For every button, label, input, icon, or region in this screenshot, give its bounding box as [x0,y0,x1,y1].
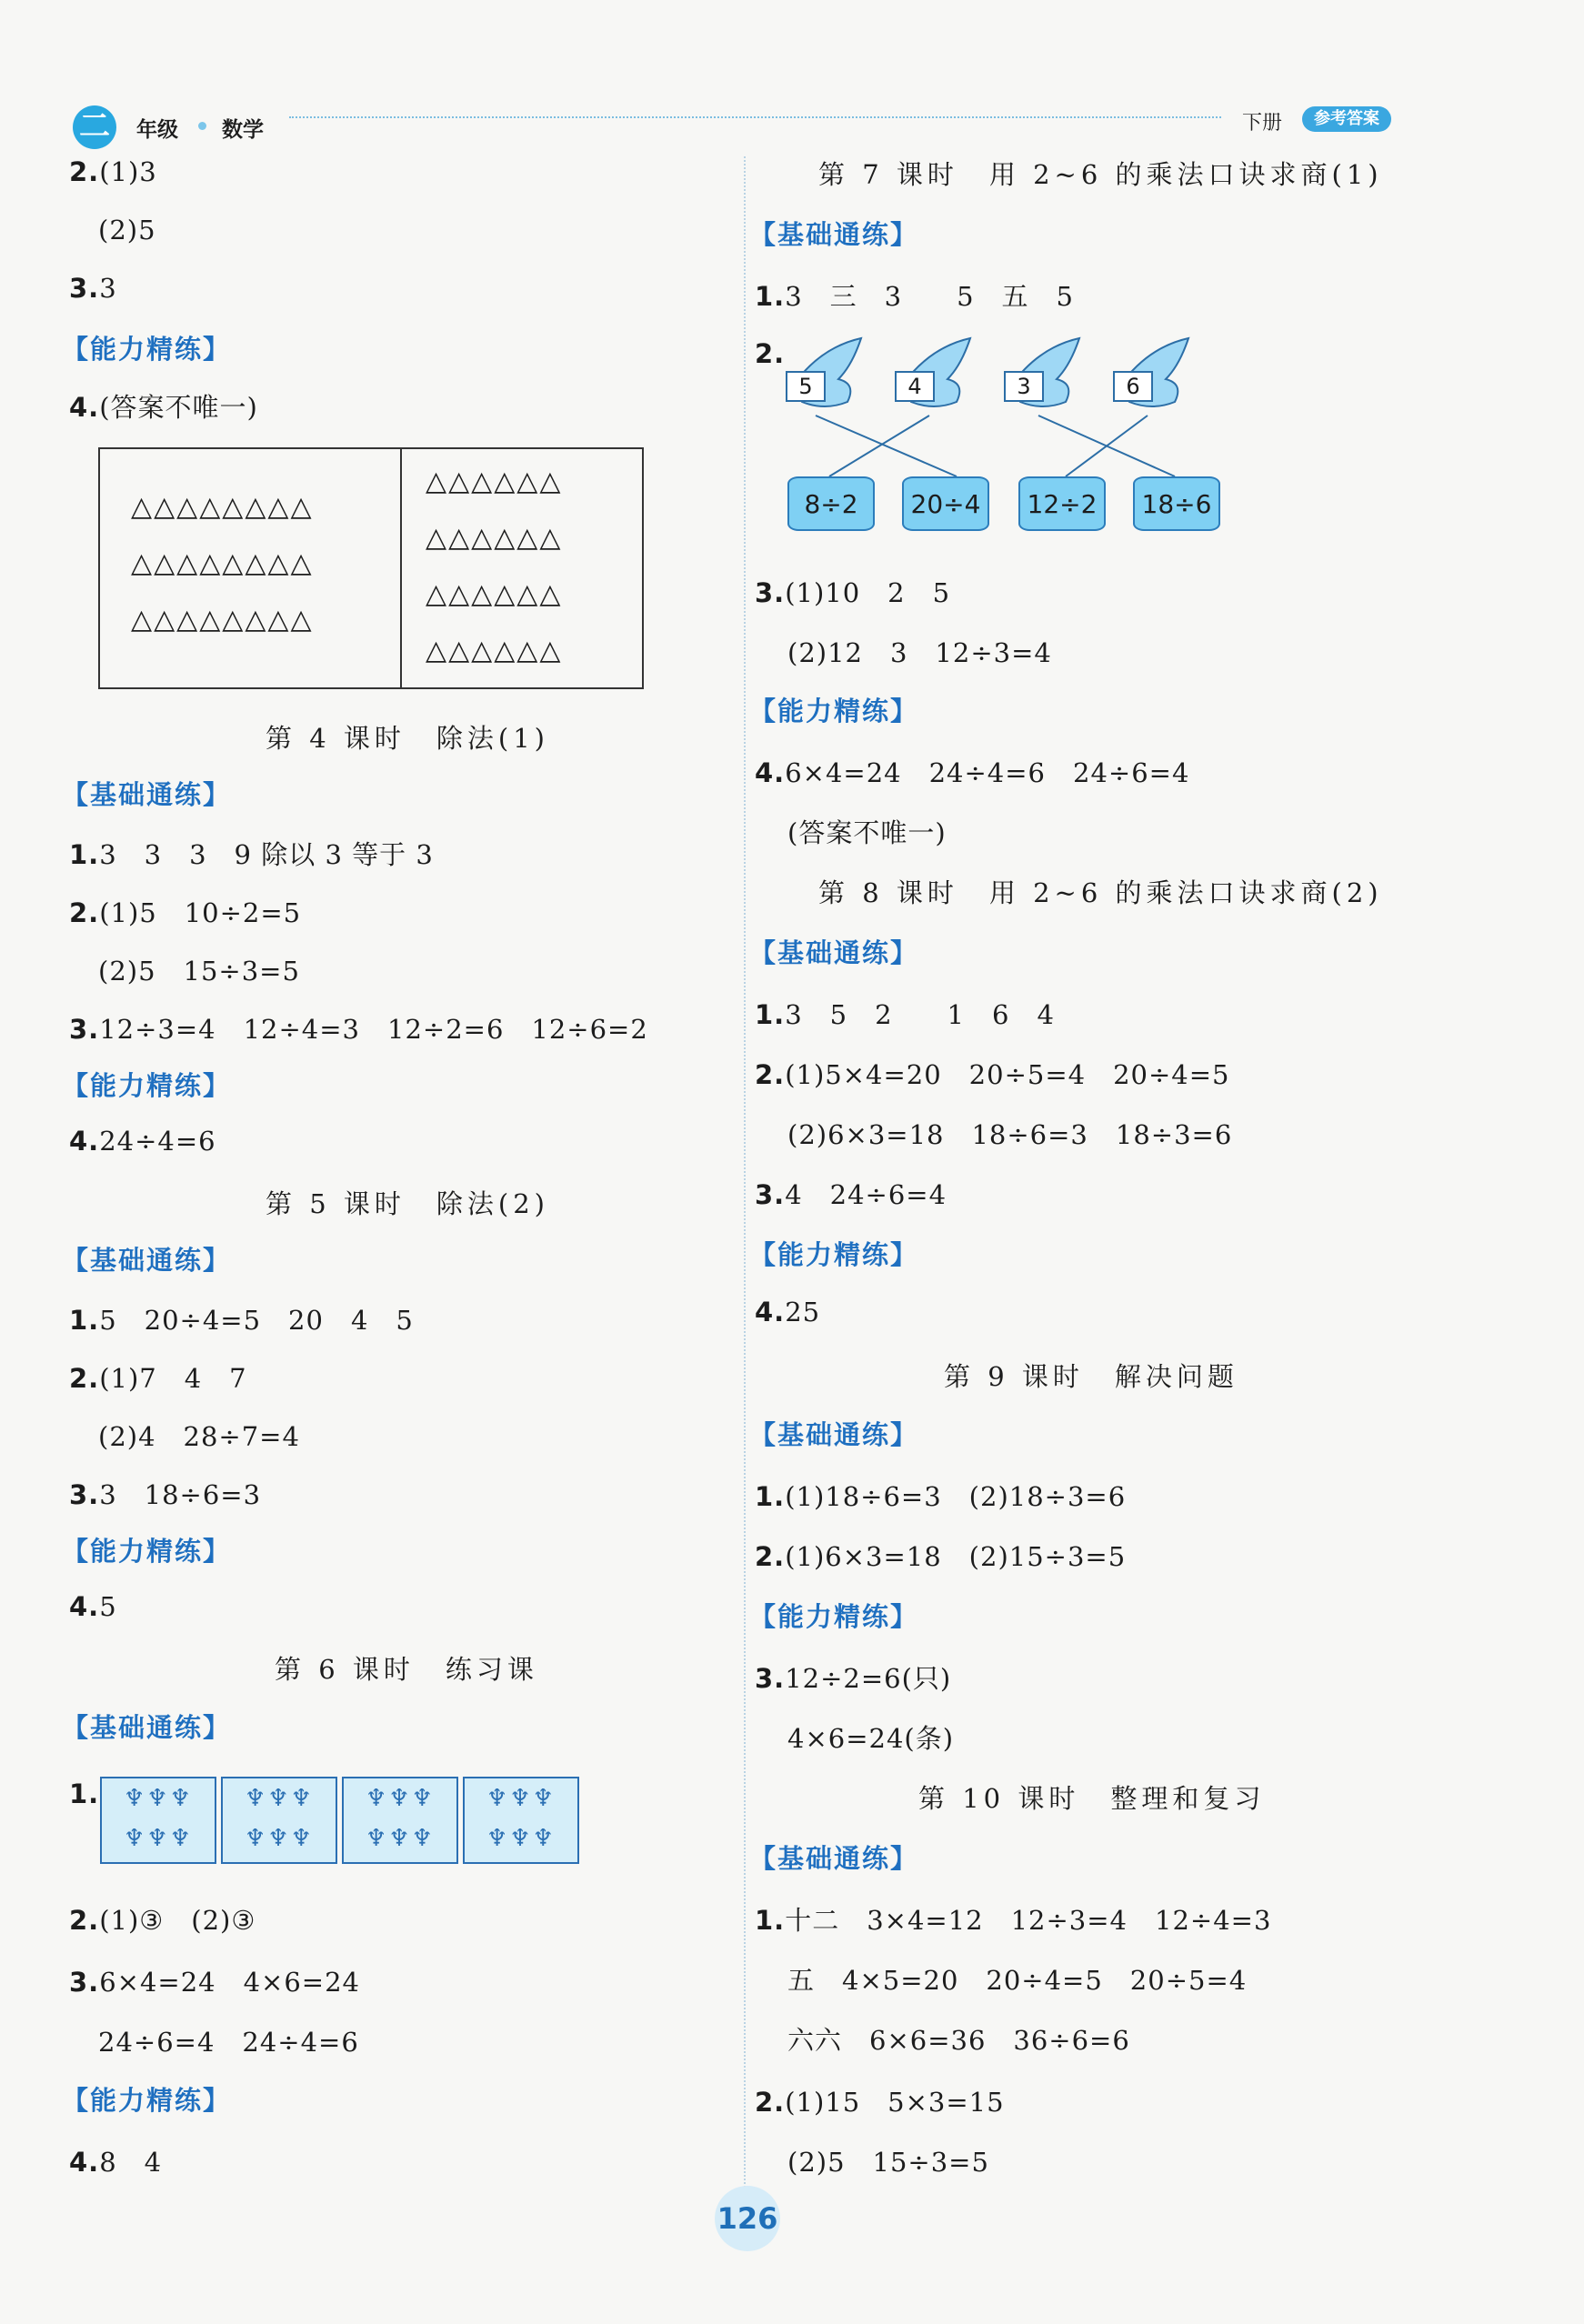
answer-line: (2)12 3 12÷3=4 [787,637,1052,668]
lesson-title: 第 8 课时 用 2~6 的乘法口诀求商(2) [818,877,1383,908]
item-number: 2. [69,156,100,187]
triangle-row: △△△△△△△△ [131,604,314,636]
section-heading: 【能力精练】 [749,696,919,726]
item-number: 2. [69,897,100,928]
answer-line: 4×6=24(条) [787,1723,955,1754]
section-heading: 【能力精练】 [62,334,232,365]
triangle-row: △△△△△△ [426,635,563,666]
grade-label: 年级 [136,118,178,142]
answer-line: (2)4 28÷7=4 [98,1421,300,1452]
separator-dot [198,122,206,130]
answer-line: 24÷6=4 24÷4=6 [98,2027,359,2058]
subject-label: 数学 [222,118,264,142]
answer-text: 5 [99,1591,117,1622]
lesson-title: 第 7 课时 用 2~6 的乘法口诀求商(1) [818,159,1383,190]
answer-line [755,1537,1126,1574]
item-number: 2. [69,1363,100,1394]
item-number: 4. [755,1297,786,1327]
answer-text: 12÷2=6(只) [785,1663,952,1694]
volume-label: 下册 [1242,112,1283,135]
item-number: 1. [69,1305,100,1336]
answer-text: 25 [785,1297,821,1327]
bird-number-card: 4 [895,371,935,402]
item-number: 1. [755,999,786,1030]
answer-text: 3 5 2 1 6 4 [785,999,1055,1030]
answer-text: 12÷3=4 12÷4=3 12÷2=6 12÷6=2 [99,1014,648,1045]
match-line [1066,416,1148,476]
answer-text: (1)6×3=18 (2)15÷3=5 [785,1541,1127,1572]
triangle-row: △△△△△△△△ [131,547,314,579]
section-heading: 【能力精练】 [749,1239,919,1270]
answer-text: 6×4=24 4×6=24 [99,1967,361,1998]
triangle-row: △△△△△△△△ [131,491,314,523]
item-number: 3. [69,273,100,304]
answer-text: (1)3 [99,156,157,187]
lesson-title: 第 5 课时 除法(2) [266,1188,549,1219]
item-number: 4. [69,2147,100,2178]
answer-text: 24÷4=6 [99,1126,216,1157]
answer-line [755,573,950,610]
answer-line [755,753,1189,790]
answer-line [69,1778,99,1809]
section-heading: 【基础通练】 [749,219,919,250]
answer-text: (1)③ (2)③ [99,1905,256,1936]
match-line [829,416,929,476]
answer-line [69,835,434,872]
item-number: 3. [755,1179,786,1210]
answer-line [755,2082,1005,2119]
item-number: 2. [755,338,786,369]
triangle-row: △△△△△△ [426,578,563,610]
answer-line [69,1962,360,1999]
answer-line: 五 4×5=20 20÷4=5 20÷5=4 [787,1965,1248,1996]
ice-cream-icon: ♆♆♆ [486,1785,556,1812]
answer-text: (1)7 4 7 [99,1363,247,1394]
answer-text: (1)10 2 5 [785,577,951,608]
answer-text: 十二 3×4=12 12÷3=4 12÷4=3 [785,1905,1272,1936]
answer-text: 3 3 3 9 除以 3 等于 3 [99,839,434,870]
ice-cream-icon: ♆♆♆ [486,1825,556,1852]
ice-cream-icon: ♆♆♆ [245,1825,314,1852]
grade-badge: 二 [73,105,116,149]
answer-key-badge: 参考答案 [1302,106,1391,132]
answer-line [69,1900,256,1938]
section-heading: 【能力精练】 [62,1070,232,1101]
item-number: 3. [69,1479,100,1510]
bird-matching-figure [775,329,1229,547]
answer-line [755,1658,951,1696]
division-jar: 18÷6 [1133,476,1220,531]
item-number: 1. [755,281,786,312]
answer-text: 3 [99,273,117,304]
section-heading: 【基础通练】 [62,1245,232,1276]
answer-text: 3 三 3 5 五 5 [785,281,1075,312]
section-heading: 【能力精练】 [62,1536,232,1567]
section-heading: 【基础通练】 [749,1419,919,1450]
bird-number-card: 6 [1113,371,1153,402]
answer-line [69,1475,261,1512]
column-divider [744,156,746,2202]
answer-line: (2)5 15÷3=5 [787,2147,989,2178]
bird-number-card: 3 [1004,371,1044,402]
answer-line [755,995,1055,1032]
answer-line: (2)6×3=18 18÷6=3 18÷3=6 [787,1119,1233,1150]
item-number: 2. [755,1059,786,1090]
section-heading: 【能力精练】 [62,2085,232,2116]
page-number: 126 [715,2186,780,2251]
section-heading: 【基础通练】 [62,779,232,810]
triangle-row: △△△△△△ [426,466,563,497]
answer-text: 3 18÷6=3 [99,1479,262,1510]
section-heading: 【基础通练】 [749,1843,919,1874]
triangle-row: △△△△△△ [426,522,563,554]
answer-line [755,276,1074,314]
answer-text: (答案不唯一) [99,392,258,423]
item-number: 1. [755,1905,786,1936]
lesson-title: 第 10 课时 整理和复习 [918,1783,1266,1814]
item-number: 3. [755,1663,786,1694]
answer-line [755,1175,947,1212]
answer-text: (1)15 5×3=15 [785,2087,1005,2118]
answer-line [69,1358,247,1396]
answer-line: (2)5 15÷3=5 [98,956,300,987]
item-number: 2. [69,1905,100,1936]
answer-line [69,1300,414,1337]
section-heading: 【基础通练】 [62,1712,232,1743]
answer-text: (1)5 10÷2=5 [99,897,302,928]
ice-cream-icon: ♆♆♆ [366,1785,435,1812]
item-number: 3. [755,577,786,608]
answer-line [69,1009,648,1047]
answer-line [755,1055,1229,1092]
item-number: 4. [69,1591,100,1622]
header-rule [289,116,1221,118]
answer-line: (2)5 [98,215,156,245]
lesson-title: 第 6 课时 练习课 [275,1654,538,1685]
division-jar: 12÷2 [1018,476,1106,531]
item-number: 3. [69,1014,100,1045]
answer-text: 4 24÷6=4 [785,1179,947,1210]
ice-cream-group [342,1777,458,1864]
match-line [816,416,957,476]
item-number: 1. [69,839,100,870]
item-number: 2. [755,1541,786,1572]
answer-line [69,2142,162,2179]
figure-divider [400,449,402,687]
answer-text: 5 20÷4=5 20 4 5 [99,1305,414,1336]
division-jar: 20÷4 [902,476,989,531]
item-number: 2. [755,2087,786,2118]
item-number: 1. [755,1481,786,1512]
answer-line: 六六 6×6=36 36÷6=6 [787,2025,1130,2056]
answer-line [755,1900,1271,1938]
item-number: 4. [69,392,100,423]
lesson-title: 第 4 课时 除法(1) [266,723,549,754]
ice-cream-icon: ♆♆♆ [124,1825,193,1852]
bird-number-card: 5 [786,371,826,402]
ice-cream-icon: ♆♆♆ [366,1825,435,1852]
answer-line: (答案不唯一) [787,817,947,848]
answer-line [69,893,301,930]
section-heading: 【能力精练】 [749,1601,919,1632]
answer-line [69,273,117,304]
section-heading: 【基础通练】 [749,937,919,968]
triangle-grouping-figure [98,447,644,689]
answer-line [69,1591,117,1622]
ice-cream-group [463,1777,579,1864]
item-number: 3. [69,1967,100,1998]
answer-text: (1)18÷6=3 (2)18÷3=6 [785,1481,1127,1512]
ice-cream-icon: ♆♆♆ [245,1785,314,1812]
division-jar: 8÷2 [787,476,875,531]
ice-cream-group [100,1777,216,1864]
ice-cream-group [221,1777,337,1864]
ice-cream-icon: ♆♆♆ [124,1785,193,1812]
answer-line [755,1297,820,1327]
answer-text: 6×4=24 24÷4=6 24÷6=4 [785,757,1190,788]
answer-line [69,1126,216,1157]
answer-text: (1)5×4=20 20÷5=4 20÷4=5 [785,1059,1230,1090]
answer-line [755,1477,1126,1514]
answer-line [69,387,258,425]
lesson-title: 第 9 课时 解决问题 [944,1361,1238,1392]
answer-text: 8 4 [99,2147,163,2178]
item-number: 4. [69,1126,100,1157]
item-number: 4. [755,757,786,788]
ice-cream-grouping-figure [100,1777,580,1864]
answer-line [69,156,157,187]
item-number: 1. [69,1778,100,1809]
